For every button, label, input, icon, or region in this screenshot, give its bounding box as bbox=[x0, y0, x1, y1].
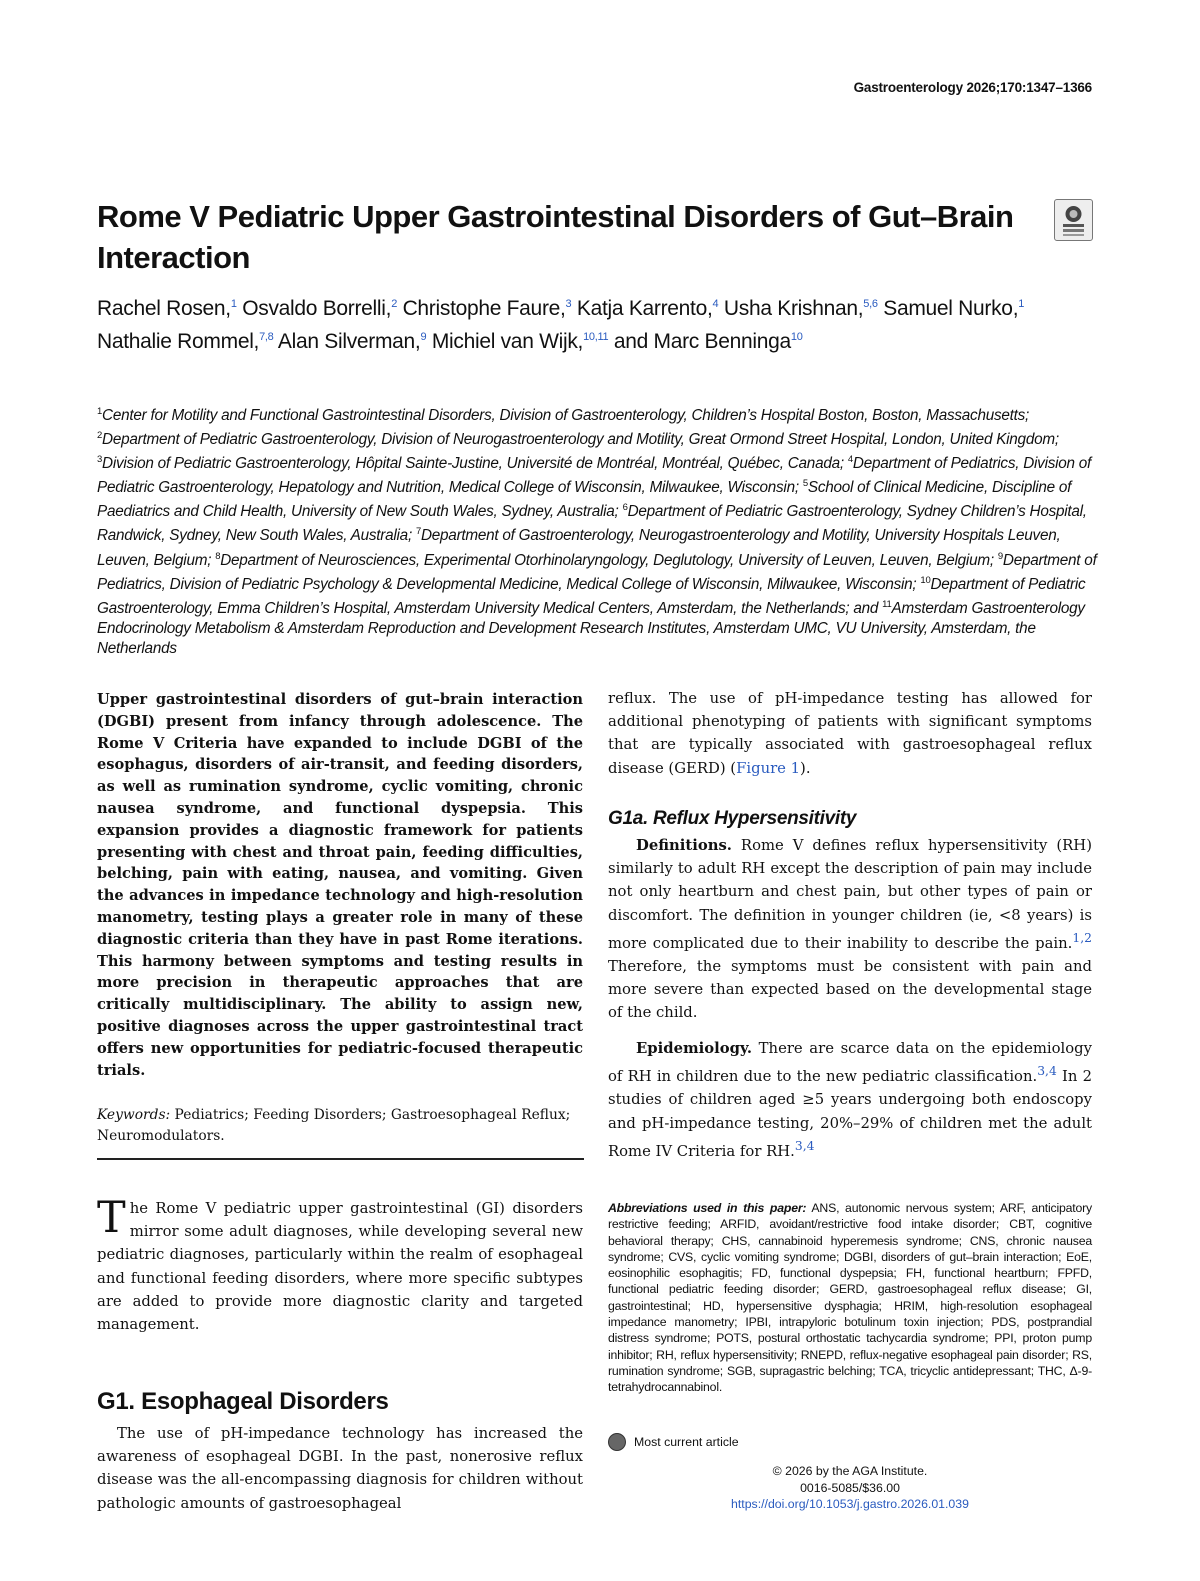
keywords-label: Keywords: bbox=[97, 1107, 171, 1123]
author-name: Marc Benninga bbox=[653, 330, 791, 353]
author-affiliation-ref[interactable]: 1 bbox=[1018, 298, 1025, 310]
author-name: Alan Silverman, bbox=[277, 330, 421, 353]
journal-reference: Gastroenterology 2026;170:1347–1366 bbox=[853, 80, 1092, 95]
author-list bbox=[97, 290, 1097, 356]
crossmark-icon[interactable] bbox=[1054, 199, 1093, 241]
author-affiliation-ref[interactable]: 7,8 bbox=[259, 331, 274, 343]
author-name: Osvaldo Borrelli, bbox=[242, 297, 392, 320]
intro-text: he Rome V pediatric upper gastrointestinal (GI) disorders mirror some adult diagnoses, while developing several new pediatric diagnoses, particularly within the realm of esophageal and functional feeding disorders, where more specific subtypes are added to provide more diagnostic clarity and targeted management. bbox=[97, 1200, 583, 1334]
affiliation-text: Amsterdam Gastroenterology Endocrinology Metabolism & Amsterdam Reproduction and Development Research Institutes, Amsterdam UMC, VU University, Amsterdam, the Netherlands bbox=[97, 599, 1085, 657]
affiliation-number: 4 bbox=[847, 454, 853, 466]
affiliation-number: 10 bbox=[920, 574, 931, 586]
affiliation-number: 11 bbox=[882, 598, 892, 610]
affiliation-number: 8 bbox=[215, 550, 221, 562]
author-affiliation-ref[interactable]: 10 bbox=[790, 331, 803, 343]
affiliation-number: 6 bbox=[622, 502, 628, 514]
affiliation-text: School of Clinical Medicine, Discipline of Paediatrics and Child Health, University of New South Wales, Sydney, Australia; bbox=[97, 479, 1072, 521]
affiliation-text: Department of Pediatrics, Division of Pediatric Psychology & Developmental Medicine, Medical College of Wisconsin, Milwaukee, Wisconsin; bbox=[97, 551, 1097, 593]
epidemiology-text: There are scarce data on the epidemiology of RH in children due to the new pediatric classification. bbox=[608, 1040, 1092, 1086]
section-heading-g1: G1. Esophageal Disorders bbox=[97, 1388, 389, 1415]
affiliation-number: 3 bbox=[97, 454, 103, 466]
right-column-continuation bbox=[608, 687, 1092, 780]
section-g1-body: The use of pH-impedance technology has increased the awareness of esophageal DGBI. In the past, nonerosive reflux disease was the all-encompassing diagnosis for children without pathologic amounts of gastroesophageal bbox=[97, 1425, 583, 1512]
most-current-article bbox=[608, 1433, 739, 1451]
author-affiliation-ref[interactable]: 4 bbox=[712, 298, 719, 310]
author-name: Christophe Faure, bbox=[402, 297, 566, 320]
abstract: Upper gastrointestinal disorders of gut–brain interaction (DGBI) present from infancy through adolescence. The Rome V Criteria have expanded to include DGBI of the esophagus, disorders of air-transit, and feeding disorders, as well as rumination syndrome, cyclic vomiting, chronic nausea syndrome, and functional dyspepsia. This expansion provides a diagnostic framework for patients presenting with chest and throat pain, feeding difficulties, belching, pain with eating, nausea, and vomiting. Given the advances in impedance technology and high-resolution manometry, testing plays a greater role in many of these diagnostic criteria than they have in past Rome iterations. This harmony between symptoms and testing results in more precision in therapeutic approaches that are critically multidisciplinary. The ability to assign new, positive diagnoses across the upper gastrointestinal tract offers new opportunities for pediatric-focused therapeutic trials. bbox=[97, 691, 583, 1079]
definitions-label: Definitions. bbox=[636, 837, 732, 854]
keywords-text: Pediatrics; Feeding Disorders; Gastroesophageal Reflux; Neuromodulators. bbox=[97, 1107, 571, 1144]
definitions-tail: Therefore, the symptoms must be consistent with pain and more severe than expected based on the developmental stage of the child. bbox=[608, 957, 1092, 1022]
copyright-line: © 2026 by the AGA Institute. bbox=[772, 1464, 928, 1478]
affiliation-text: Department of Pediatric Gastroenterology, Division of Neurogastroenterology and Motility, Great Ormond Street Hospital, London, United Kingdom; bbox=[102, 431, 1059, 449]
citation-link[interactable]: 3,4 bbox=[794, 1138, 815, 1153]
affiliation-text: Department of Pediatric Gastroenterology, Sydney Children’s Hospital, Randwick, Sydney, New South Wales, Australia; bbox=[97, 503, 1087, 545]
section-divider bbox=[97, 1158, 584, 1160]
drop-cap: T bbox=[97, 1193, 126, 1243]
section-heading-g1a: G1a. Reflux Hypersensitivity bbox=[608, 808, 857, 829]
author-affiliation-ref[interactable]: 9 bbox=[420, 331, 427, 343]
author-name: Usha Krishnan, bbox=[723, 297, 864, 320]
author-affiliation-ref[interactable]: 2 bbox=[391, 298, 398, 310]
affiliation-number: 1 bbox=[97, 406, 103, 417]
copyright-block bbox=[608, 1463, 1092, 1513]
citation-link[interactable]: 1,2 bbox=[1072, 930, 1092, 945]
keywords bbox=[97, 1105, 583, 1147]
affiliation-text: Department of Neurosciences, Experimental Otorhinolaryngology, Deglutology, University of Leuven, Leuven, Belgium; bbox=[220, 551, 998, 569]
affiliation-number: 7 bbox=[415, 526, 421, 538]
intro-paragraph bbox=[97, 1193, 583, 1336]
issn-price-line: 0016-5085/$36.00 bbox=[800, 1480, 900, 1495]
abbreviations-text: ANS, autonomic nervous system; ARF, anticipatory restrictive feeding; ARFID, avoidant/restrictive food intake disorder; CBT, cognitive behavioral therapy; CHS, cannabinoid hyperemesis syndrome; CNS, chronic nausea syndrome; CVS, cyclic vomiting syndrome; DGBI, disorders of gut–brain interaction; EoE, eosinophilic esophagitis; FD, functional dyspepsia; FH, functional heartburn; FPFD, functional pediatric feeding disorder; GERD, gastroesophageal reflux disease; GI, gastrointestinal; HD, hypersensitive dysphagia; HRIM, high-resolution esophageal impedance manometry; IPBI, intrapyloric botulinum toxin injection; PDS, postprandial distress syndrome; POTS, postural orthostatic tachycardia syndrome; PPI, proton pump inhibitor; RH, reflux hypersensitivity; RNEPD, reflux-negative esophageal pain disorder; RS, rumination syndrome; SGB, supragastric belching; TCA, tricyclic antidepressant; THC, Δ-9-tetrahydrocannabinol. bbox=[608, 1201, 1092, 1395]
abbreviations-label: Abbreviations used in this paper: bbox=[608, 1201, 807, 1215]
most-current-icon bbox=[608, 1433, 626, 1451]
article-title: Rome V Pediatric Upper Gastrointestinal Disorders of Gut–Brain Interaction bbox=[97, 199, 1014, 275]
author-affiliation-ref[interactable]: 3 bbox=[565, 298, 572, 310]
abbreviations-footnote bbox=[608, 1200, 1092, 1396]
affiliation-number: 9 bbox=[997, 550, 1003, 562]
epidemiology-text-2: In 2 studies of children aged ≥5 years undergoing both endoscopy and pH-impedance testing, 20%–29% of children met the adult Rome IV Criteria for RH. bbox=[608, 1068, 1092, 1160]
doi-link[interactable]: https://doi.org/10.1053/j.gastro.2026.01.039 bbox=[731, 1497, 969, 1511]
affiliation-number: 2 bbox=[97, 430, 103, 442]
epidemiology-label: Epidemiology. bbox=[636, 1040, 753, 1057]
most-current-label: Most current article bbox=[634, 1435, 739, 1449]
continuation-tail: ). bbox=[800, 759, 811, 777]
author-name: Katja Karrento, bbox=[576, 297, 713, 320]
author-affiliation-ref[interactable]: 1 bbox=[230, 298, 237, 310]
author-name: and bbox=[613, 330, 648, 353]
author-name: Nathalie Rommel, bbox=[97, 330, 260, 353]
citation-link[interactable]: 3,4 bbox=[1037, 1064, 1057, 1079]
author-affiliation-ref[interactable]: 10,11 bbox=[583, 331, 609, 343]
author-affiliation-ref[interactable]: 5,6 bbox=[863, 298, 878, 310]
author-name: Michiel van Wijk, bbox=[431, 330, 584, 353]
crossmark-icon-graphic bbox=[1055, 200, 1092, 240]
author-name: Samuel Nurko, bbox=[883, 297, 1019, 320]
affiliations bbox=[97, 402, 1097, 659]
affiliation-number: 5 bbox=[802, 478, 808, 490]
definitions-text: Rome V defines reflux hypersensitivity (RH) similarly to adult RH except the description of pain may include not only heartburn and chest pain, but other types of pain or discomfort. The definition in younger children (ie, <8 years) is more complicated due to their inability to describe the pain. bbox=[608, 837, 1092, 952]
author-name: Rachel Rosen, bbox=[97, 297, 231, 320]
epidemiology-paragraph bbox=[608, 1037, 1092, 1163]
figure-1-link[interactable]: Figure 1 bbox=[736, 759, 801, 777]
affiliation-text: Department of Pediatrics, Division of Pediatric Gastroenterology, Hepatology and Nutrition, Medical College of Wisconsin, Milwaukee, Wisconsin; bbox=[97, 455, 1092, 497]
affiliation-text: Center for Motility and Functional Gastrointestinal Disorders, Division of Gastroenterology, Children’s Hospital Boston, Boston, Massachusetts; bbox=[102, 407, 1030, 425]
definitions-paragraph bbox=[608, 834, 1092, 1025]
continuation-text: reflux. The use of pH-impedance testing has allowed for additional phenotyping of patients with significant symptoms that are typically associated with gastroesophageal reflux disease (GERD) ( bbox=[608, 690, 1092, 777]
affiliation-text: Division of Pediatric Gastroenterology, Hôpital Sainte-Justine, Université de Montréal, Montréal, Québec, Canada; bbox=[102, 455, 848, 473]
affiliation-text: Department of Gastroenterology, Neurogastroenterology and Motility, University Hospitals Leuven, Leuven, Belgium; bbox=[97, 527, 1061, 569]
affiliation-text: Department of Pediatric Gastroenterology, Emma Children’s Hospital, Amsterdam University Medical Centers, Amsterdam, the Netherlands; and bbox=[97, 575, 1086, 617]
